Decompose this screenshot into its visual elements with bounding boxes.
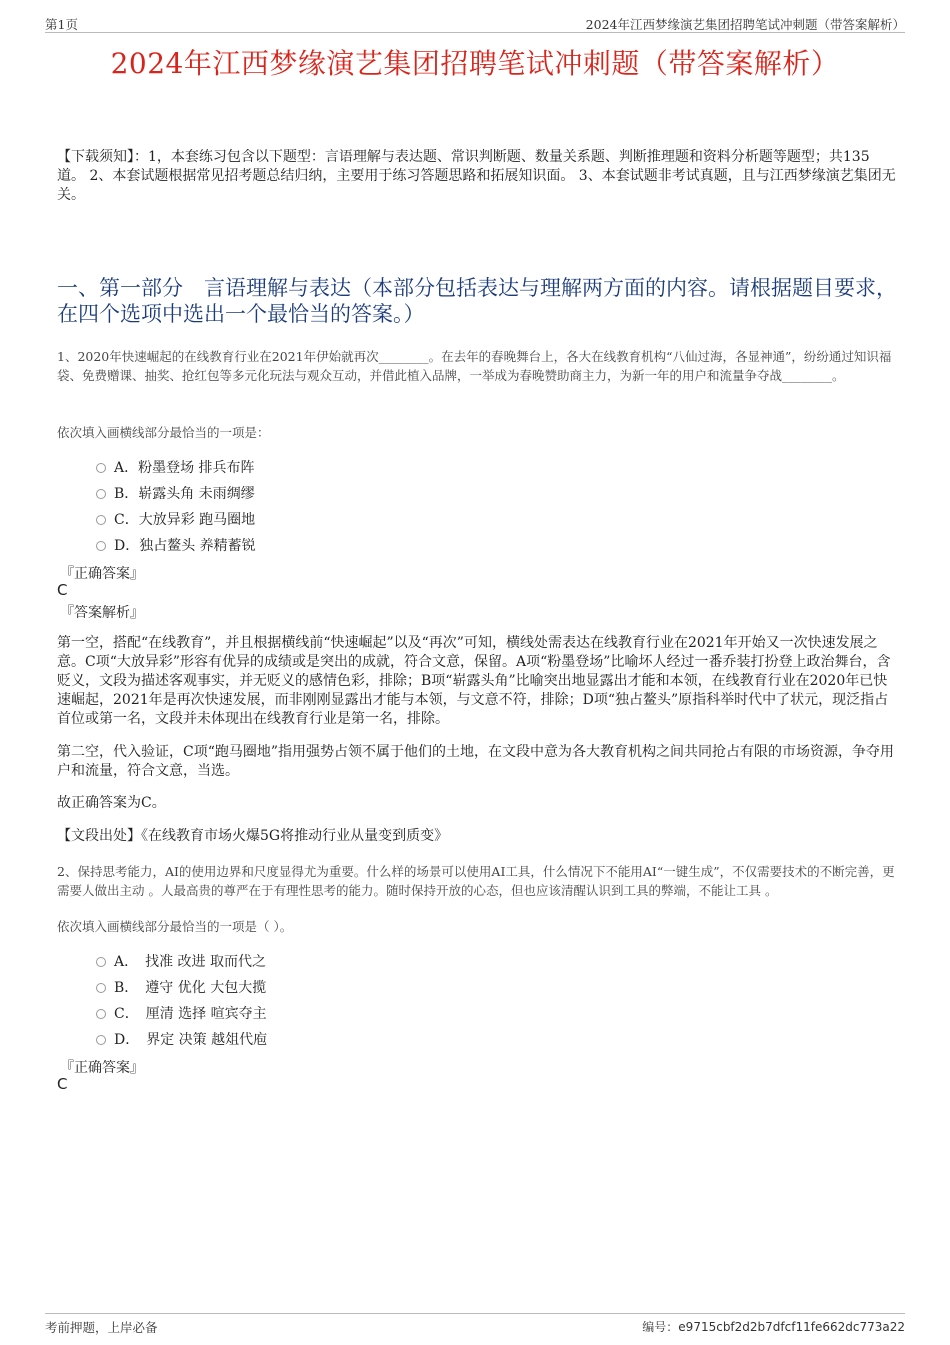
question-1-answer-label: 『正确答案』 [60,566,144,582]
question-2-answer: C [57,1075,68,1093]
question-1-analysis-label: 『答案解析』 [60,605,144,621]
radio-icon[interactable] [96,463,106,473]
question-2-instruction: 依次填入画横线部分最恰当的一项是（ ）。 [57,919,293,934]
question-1-option-d[interactable]: D．独占鳌头 养精蓄锐 [96,535,256,555]
question-2-option-d[interactable]: D． 界定 决策 越俎代庖 [96,1029,267,1049]
radio-icon[interactable] [96,489,106,499]
question-1-conclusion: 故正确答案为C。 [57,795,166,811]
question-1-option-c[interactable]: C．大放异彩 跑马圈地 [96,509,255,529]
download-notice: 【下载须知】：1，本套练习包含以下题型：言语理解与表达题、常识判断题、数量关系题、判断推理题和资料分析题等题型；共135道。 2、本套试题根据常见招考题总结归纳，主要用于练习答题思路和拓展知识面。 3、本套试题非考试真题，且与江西梦缘演艺集团无关。 [57,149,896,203]
question-1-answer: C [57,581,68,599]
question-1-analysis-paragraph: 第一空，搭配“在线教育”，并且根据横线前“快速崛起”以及“再次”可知，横线处需表达在线教育行业在2021年开始又一次快速发展之意。C项“大放异彩”形容有优异的成绩或是突出的成就，符合文意，保留。A项“粉墨登场”比喻坏人经过一番乔装打扮登上政治舞台，含贬义，文段为描述客观事实，并无贬义的感情色彩，排除；B项“崭露头角”比喻突出地显露出才能和本领，在线教育行业在2020年已快速崛起，2021年是再次快速发展，而非刚刚显露出才能与本领，与文意不符，排除；D项“独占鳌头”原指科举时代中了状元，现泛指占首位或第一名，文段并未体现出在线教育行业是第一名，排除。 [57,635,891,727]
question-1-analysis-paragraph: 第二空，代入验证，C项“跑马圈地”指用强势占领不属于他们的土地，在文段中意为各大教育机构之间共同抢占有限的市场资源，争夺用户和流量，符合文意，当选。 [57,744,895,779]
document-code: 编号：e9715cbf2d2b7dfcf11fe662dc773a22 [642,1320,905,1334]
radio-icon[interactable] [96,1035,106,1045]
question-1-option-a[interactable]: A．粉墨登场 排兵布阵 [96,457,255,477]
page-number: 第1页 [45,17,78,32]
page-footer [45,1313,905,1334]
radio-icon[interactable] [96,1009,106,1019]
radio-icon[interactable] [96,515,106,525]
question-2-text: 2、保持思考能力，AI的使用边界和尺度显得尤为重要。什么样的场景可以使用AI工具，什么情况下不能用AI“一键生成”，不仅需要技术的不断完善，更需要人做出主动 。人最高贵的尊严在于有理性思考的能力。随时保持开放的心态，但也应该清醒认识到工具的弊端，不能让工具 。 [57,864,895,898]
question-1-text: 1、2020年快速崛起的在线教育行业在2021年伊始就再次________。在去年的春晚舞台上，各大在线教育机构“八仙过海，各显神通”，纷纷通过知识福袋、免费赠课、抽奖、抢红包等多元化玩法与观众互动，并借此植入品牌，一举成为春晚赞助商主力，为新一年的用户和流量争夺战________。 [57,349,892,383]
radio-icon[interactable] [96,957,106,967]
radio-icon[interactable] [96,983,106,993]
question-2-option-c[interactable]: C． 厘清 选择 喧宾夺主 [96,1003,267,1023]
footer-slogan: 考前押题，上岸必备 [45,1320,158,1335]
question-1-instruction: 依次填入画横线部分最恰当的一项是： [57,425,270,440]
section-title: 一、第一部分 言语理解与表达（本部分包括表达与理解两方面的内容。请根据题目要求，在四个选项中选出一个最恰当的答案。） [57,276,897,326]
page-header [45,12,905,33]
radio-icon[interactable] [96,541,106,551]
question-2-option-a[interactable]: A． 找准 改进 取而代之 [96,951,266,971]
header-doc-title: 2024年江西梦缘演艺集团招聘笔试冲刺题（带答案解析） [585,17,905,32]
question-2-answer-label: 『正确答案』 [60,1060,144,1076]
question-2-option-b[interactable]: B． 遵守 优化 大包大揽 [96,977,266,997]
question-1-option-b[interactable]: B．崭露头角 未雨绸缪 [96,483,255,503]
question-1-source: 【文段出处】《在线教育市场火爆5G将推动行业从量变到质变》 [57,828,449,844]
document-title: 2024年江西梦缘演艺集团招聘笔试冲刺题（带答案解析） [110,47,840,80]
